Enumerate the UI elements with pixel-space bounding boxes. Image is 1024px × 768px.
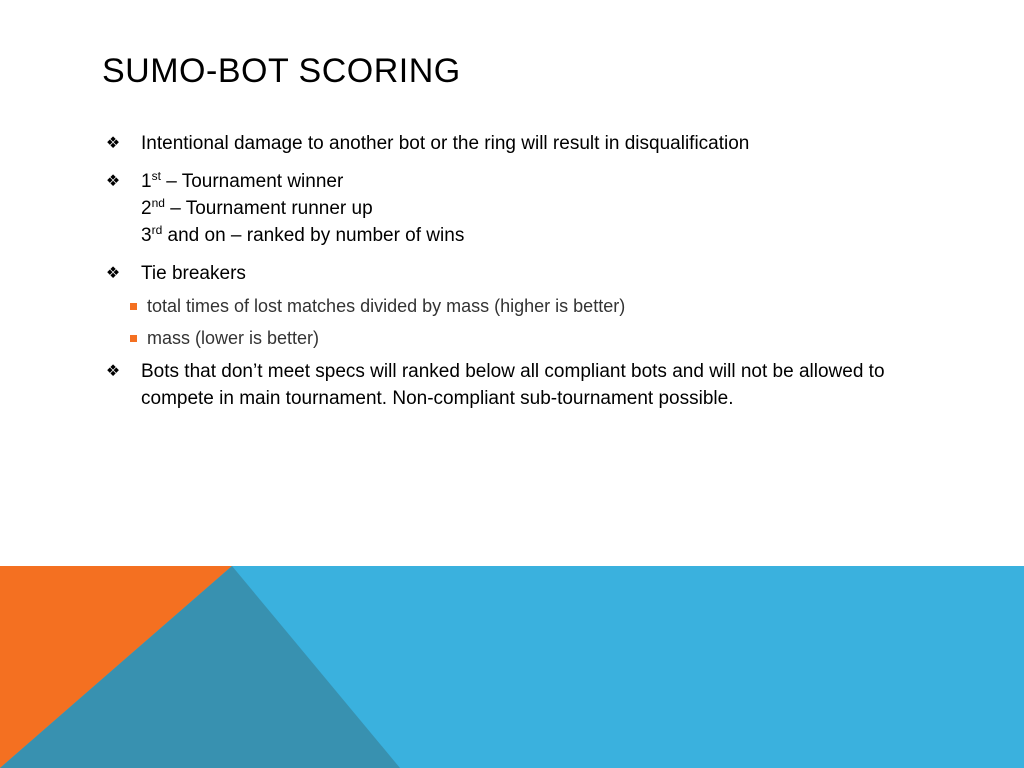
rank-text: – Tournament runner up: [164, 198, 373, 219]
bullet-text: Intentional damage to another bot or the ring will result in disqualification: [141, 133, 750, 154]
bullet-text: Bots that don’t meet specs will ranked below all compliant bots and will not be allowed to compete in main tournament. Non-compliant sub-tournament possible.: [141, 361, 885, 409]
diamond-bullet-icon: ❖: [105, 135, 121, 152]
rank-suffix: st: [151, 169, 161, 183]
diamond-bullet-icon: ❖: [105, 173, 121, 190]
rank-suffix: rd: [151, 223, 163, 237]
rank-text: – Tournament winner: [160, 171, 344, 192]
sub-bullet-text: total times of lost matches divided by mass (higher is better): [147, 296, 626, 316]
slide-title: SUMO-BOT SCORING: [102, 52, 461, 90]
sub-bullet-text: mass (lower is better): [147, 328, 320, 348]
rank-number: 2: [141, 198, 152, 219]
bullet-text: Tie breakers: [141, 263, 246, 284]
diamond-bullet-icon: ❖: [105, 363, 121, 380]
rank-number: 3: [141, 225, 152, 246]
rank-number: 1: [141, 171, 152, 192]
diamond-bullet-icon: ❖: [105, 265, 121, 282]
rank-text: and on – ranked by number of wins: [162, 225, 465, 246]
rank-suffix: nd: [151, 196, 165, 210]
